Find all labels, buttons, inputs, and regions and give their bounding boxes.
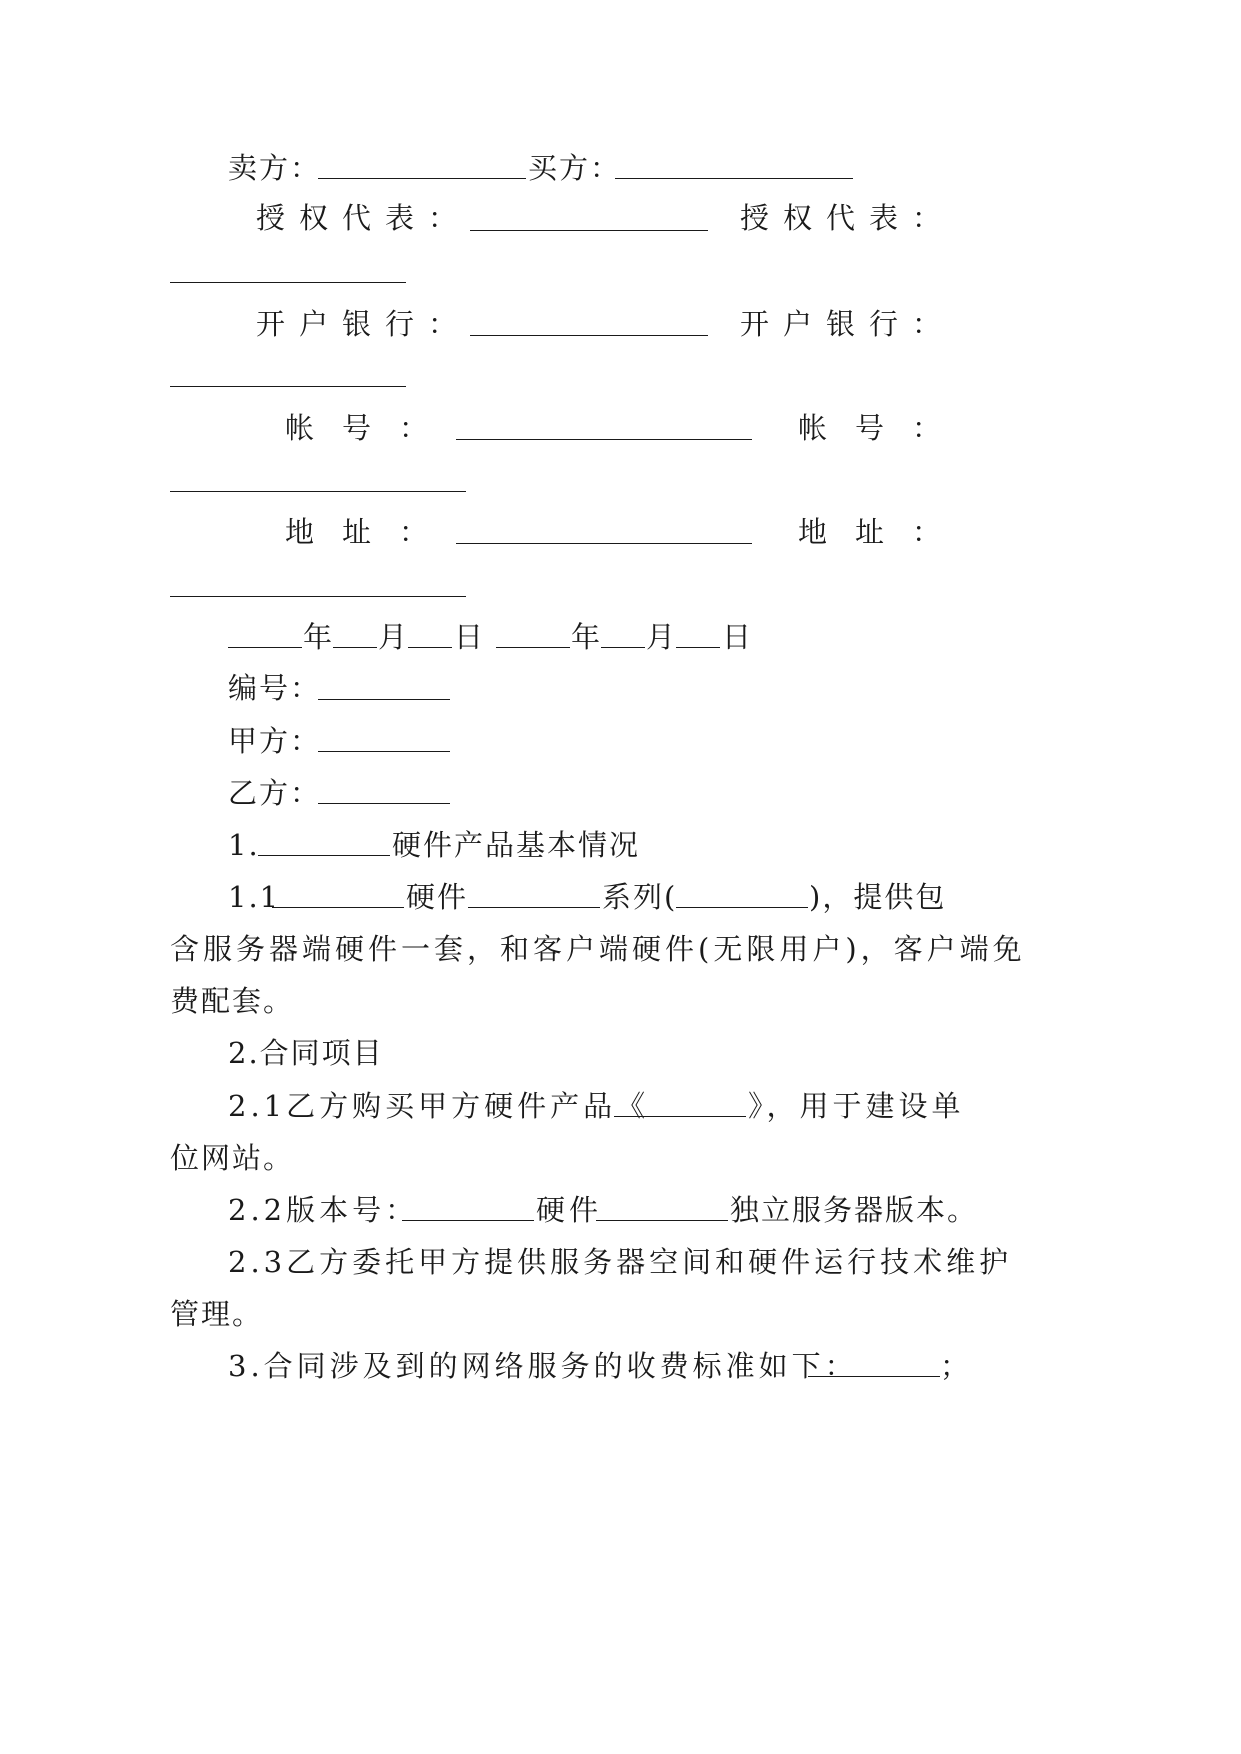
buyer-blank[interactable] [615,178,853,179]
clause-2-1-text-b: 》，用于建设单 [748,1089,965,1123]
buyer-day-blank[interactable] [676,647,720,648]
buyer-bank-blank[interactable] [170,386,406,387]
party-a-label: 甲方： [228,724,322,758]
party-b-blank[interactable] [318,803,450,804]
seller-blank[interactable] [318,178,526,179]
buyer-bank-label: 开户银行： [740,307,956,341]
number-label: 编号： [228,671,322,705]
buyer-month-blank[interactable] [601,647,645,648]
seller-month-label: 月 [378,620,410,654]
party-a-blank[interactable] [318,751,450,752]
buyer-year-label: 年 [571,620,603,654]
clause-1-1-text-a: 硬件 [406,880,469,914]
clause-2-1-text-a: 2.1乙方购买甲方硬件产品《 [228,1089,650,1123]
clause-2-3-line-1: 2.3乙方委托甲方提供服务器空间和硬件运行技术维护 [228,1245,1013,1279]
clause-3-text: 3.合同涉及到的网络服务的收费标准如下： [228,1349,858,1383]
clause-2-2-text-b: 硬件 [536,1193,603,1227]
seller-bank-blank[interactable] [470,335,708,336]
clause-1-1-blank-b[interactable] [468,907,600,908]
buyer-address-label: 地址： [798,515,970,549]
buyer-year-blank[interactable] [496,647,570,648]
seller-day-blank[interactable] [408,647,452,648]
clause-2-3-line-2: 管理。 [170,1297,264,1331]
buyer-address-blank[interactable] [170,596,466,597]
clause-1-1-blank-a[interactable] [272,907,404,908]
clause-2-2-text-a: 2.2版本号： [228,1193,419,1227]
seller-auth-rep-label: 授权代表： [256,201,472,235]
party-b-label: 乙方： [228,776,322,810]
buyer-day-label: 日 [722,620,754,654]
number-blank[interactable] [318,699,450,700]
clause-2-heading: 2.合同项目 [228,1036,384,1070]
clause-1-number: 1. [228,828,260,862]
seller-label: 卖方： [228,151,322,185]
seller-month-blank[interactable] [333,647,377,648]
clause-2-2-blank-b[interactable] [596,1220,728,1221]
clause-3-end: ； [940,1349,972,1383]
clause-2-1-blank[interactable] [614,1116,746,1117]
clause-1-blank[interactable] [258,855,390,856]
buyer-label: 买方： [528,151,622,185]
clause-1-1-line-2: 含服务器端硬件一套，和客户端硬件(无限用户)，客户端免 [170,932,1026,966]
buyer-month-label: 月 [646,620,678,654]
seller-bank-label: 开户银行： [256,307,472,341]
clause-1-1-line-3: 费配套。 [170,984,295,1018]
clause-3-blank[interactable] [808,1376,940,1377]
clause-1-text: 硬件产品基本情况 [392,828,641,862]
clause-1-1-number: 1.1 [228,880,281,914]
clause-2-1-line-2: 位网站。 [170,1141,295,1175]
seller-auth-rep-blank[interactable] [470,230,708,231]
seller-year-blank[interactable] [228,647,302,648]
clause-2-2-blank-a[interactable] [402,1220,534,1221]
buyer-auth-rep-label: 授权代表： [740,201,956,235]
clause-1-1-blank-c[interactable] [676,907,808,908]
buyer-account-blank[interactable] [170,491,466,492]
clause-2-2-text-c: 独立服务器版本。 [730,1193,979,1227]
clause-1-1-text-b: 系列( [602,880,678,914]
seller-address-blank[interactable] [456,543,752,544]
clause-1-1-text-c: )，提供包 [809,880,947,914]
buyer-account-label: 帐号： [798,411,970,445]
seller-day-label: 日 [454,620,486,654]
seller-account-label: 帐号： [285,411,457,445]
seller-account-blank[interactable] [456,439,752,440]
buyer-auth-rep-blank[interactable] [170,282,406,283]
seller-year-label: 年 [303,620,335,654]
seller-address-label: 地址： [285,515,457,549]
